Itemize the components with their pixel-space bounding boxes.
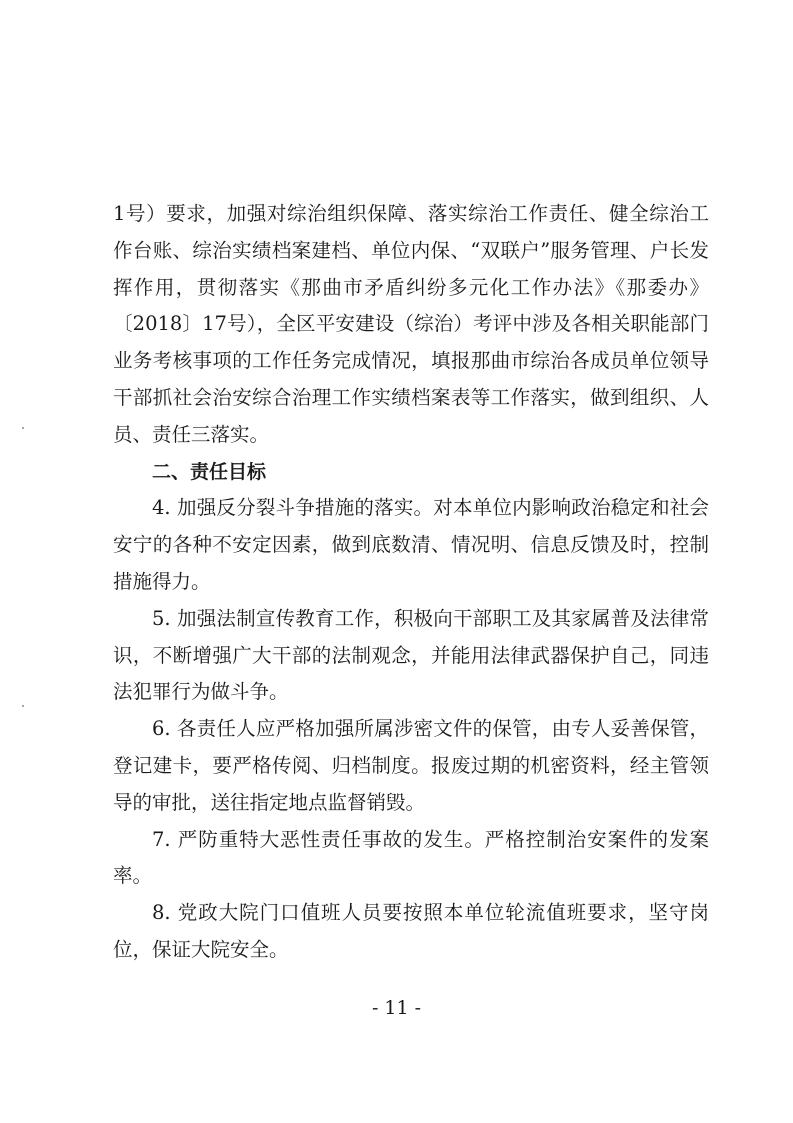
section-heading: 二、责任目标: [152, 460, 267, 483]
list-item-7: 7. 严防重特大恶性责任事故的发生。严格控制治安案件的发案率。: [113, 827, 709, 888]
list-item-5: 5. 加强法制宣传教育工作，积极向干部职工及其家属普及法律常识，不断增强广大干部的法制观念，并能用法律武器保护自己，同违法犯罪行为做斗争。: [113, 606, 709, 704]
scan-speck: [22, 705, 24, 707]
list-item-8: 8. 党政大院门口值班人员要按照本单位轮流值班要求，坚守岗位，保证大院安全。: [113, 901, 709, 961]
page-number: - 11 -: [371, 997, 422, 1019]
list-item-6: 6. 各责任人应严格加强所属涉密文件的保管，由专人妥善保管，登记建卡，要严格传阅、归档制度。报废过期的机密资料，经主管领导的审批，送往指定地点监督销毁。: [113, 717, 709, 814]
body-text: [113, 196, 709, 969]
list-item-4: 4. 加强反分裂斗争措施的落实。对本单位内影响政治稳定和社会安宁的各种不安定因素，做到底数清、情况明、信息反馈及时，控制措施得力。: [113, 496, 709, 593]
scan-speck: [22, 427, 24, 429]
paragraph-continuation: 1号）要求，加强对综治组织保障、落实综治工作责任、健全综治工作台账、综治实绩档案建档、单位内保、“双联户”服务管理、户长发挥作用，贯彻落实《那曲市矛盾纠纷多元化工作办法》《那委办》〔2018〕17号），全区平安建设（综治）考评中涉及各相关职能部门业务考核事项的工作任务完成情况，填报那曲市综治各成员单位领导干部抓社会治安综合治理工作实绩档案表等工作落实，做到组织、人员、责任三落实。: [113, 202, 709, 446]
